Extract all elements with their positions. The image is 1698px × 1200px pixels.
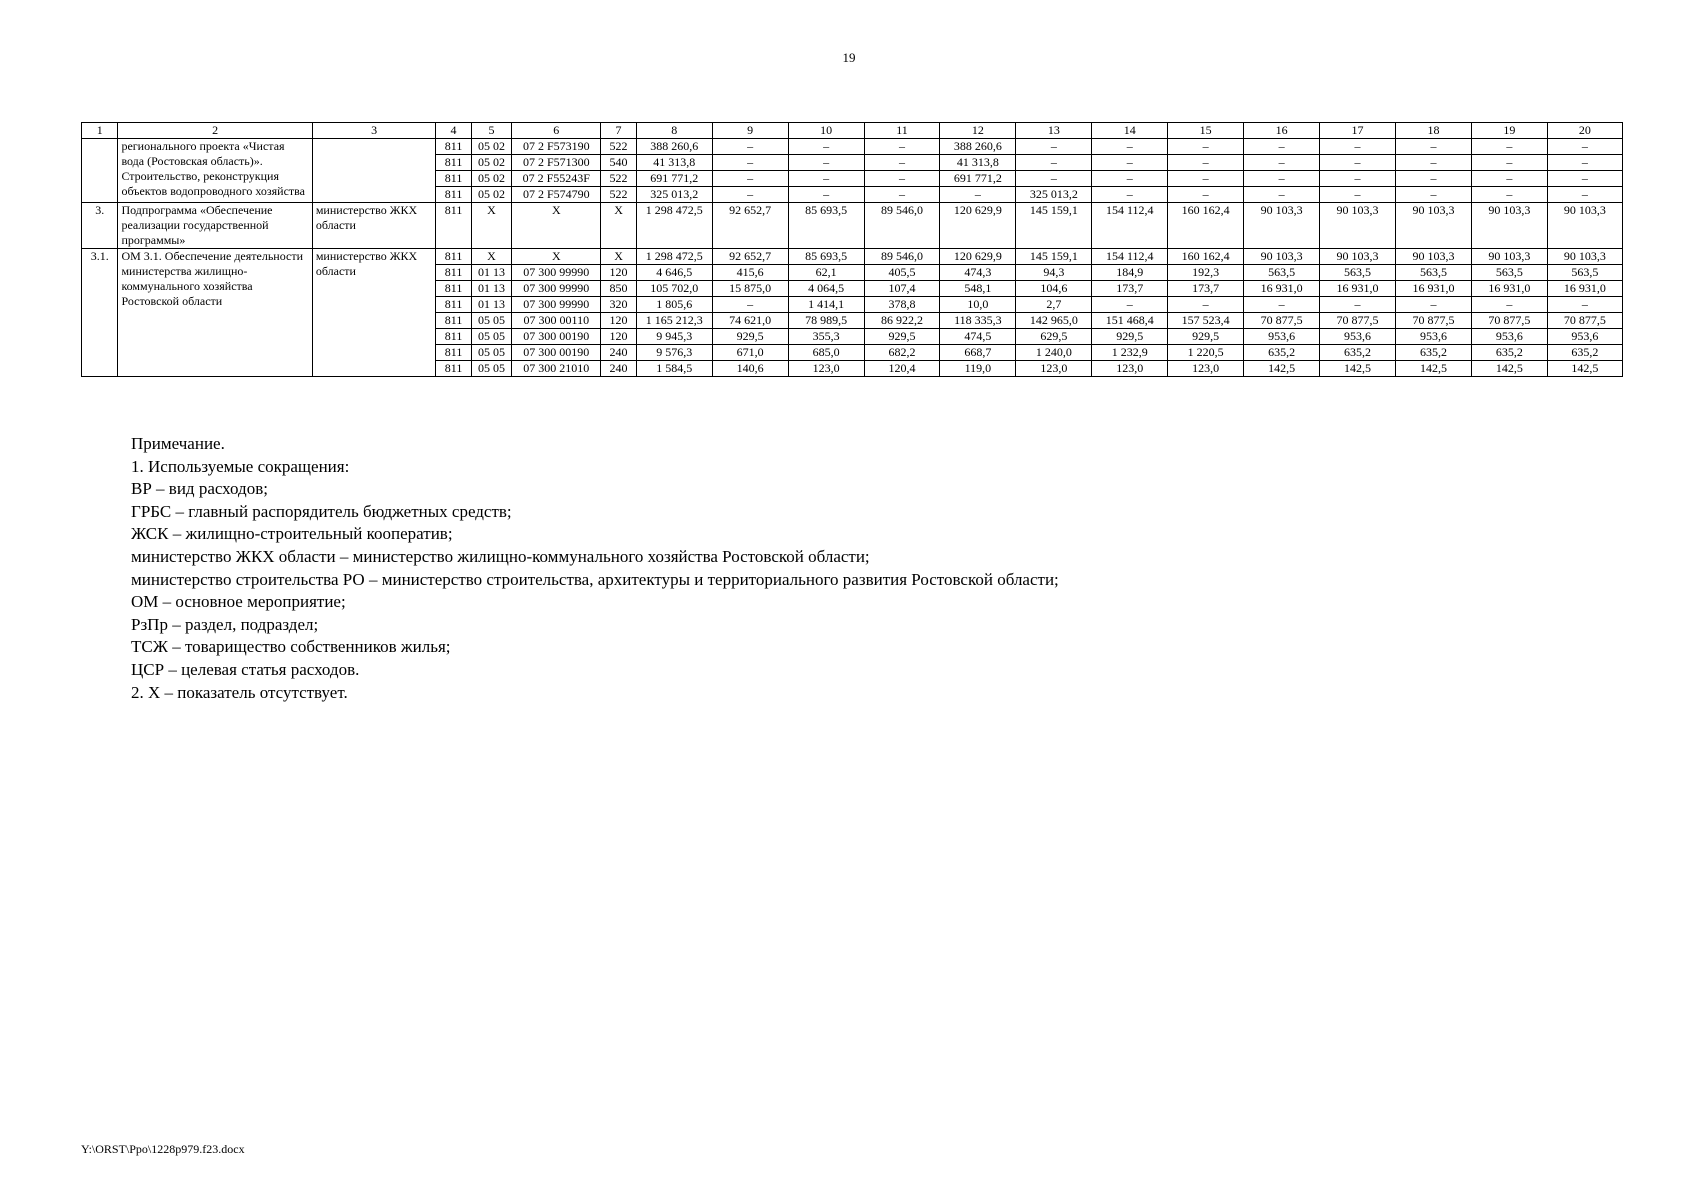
column-number-cell: 7 <box>601 123 636 139</box>
table-cell: 70 877,5 <box>1320 313 1396 329</box>
table-cell: 157 523,4 <box>1168 313 1244 329</box>
table-cell: – <box>864 139 940 155</box>
note-line: ОМ – основное мероприятие; <box>131 592 346 612</box>
table-cell: – <box>1244 139 1320 155</box>
table-cell: 07 300 21010 <box>512 361 601 377</box>
table-cell: – <box>1016 139 1092 155</box>
column-number-row <box>82 123 1623 139</box>
table-cell: – <box>864 171 940 187</box>
table-cell: 953,6 <box>1244 329 1320 345</box>
table-cell: 522 <box>601 139 636 155</box>
table-cell: 635,2 <box>1320 345 1396 361</box>
responsible-cell: министерство ЖКХ области <box>312 249 436 377</box>
table-cell: 563,5 <box>1244 265 1320 281</box>
table-cell: 953,6 <box>1471 329 1547 345</box>
table-cell: 07 300 99990 <box>512 297 601 313</box>
table-cell: 563,5 <box>1320 265 1396 281</box>
table-cell: 811 <box>436 345 471 361</box>
table-cell: 522 <box>601 171 636 187</box>
table-cell: – <box>788 139 864 155</box>
table-cell: 119,0 <box>940 361 1016 377</box>
table-cell: – <box>712 155 788 171</box>
row-name-cell: Подпрограмма «Обеспечение реализации государственной программы» <box>118 203 312 249</box>
table-cell: 90 103,3 <box>1547 249 1622 265</box>
table-cell: 120 <box>601 313 636 329</box>
table-cell: 94,3 <box>1016 265 1092 281</box>
table-cell: Х <box>601 249 636 265</box>
row-name-cell: регионального проекта «Чистая вода (Ростовская область)». Строительство, реконструкция объектов водопроводного хозяйства <box>118 139 312 203</box>
table-cell: 120 629,9 <box>940 203 1016 249</box>
table-cell: 682,2 <box>864 345 940 361</box>
table-cell: 123,0 <box>1168 361 1244 377</box>
table-cell: 953,6 <box>1320 329 1396 345</box>
table-cell: – <box>712 187 788 203</box>
table-cell: – <box>1320 297 1396 313</box>
table-cell: – <box>864 155 940 171</box>
table-cell: 1 240,0 <box>1016 345 1092 361</box>
table-cell: Х <box>601 203 636 249</box>
table-cell: 668,7 <box>940 345 1016 361</box>
table-cell: 240 <box>601 345 636 361</box>
column-number-cell: 11 <box>864 123 940 139</box>
table-cell: 41 313,8 <box>940 155 1016 171</box>
table-cell: 388 260,6 <box>636 139 712 155</box>
footer-file-path: Y:\ORST\Ppo\1228p979.f23.docx <box>81 1142 245 1156</box>
table-cell: – <box>1244 155 1320 171</box>
table-cell: 05 05 <box>471 361 511 377</box>
table-cell: 70 877,5 <box>1471 313 1547 329</box>
table-cell: Х <box>512 203 601 249</box>
table-cell: 105 702,0 <box>636 281 712 297</box>
table-cell: – <box>1395 155 1471 171</box>
responsible-cell <box>312 139 436 203</box>
table-cell: 929,5 <box>864 329 940 345</box>
note-line: РзПр – раздел, подраздел; <box>131 614 319 634</box>
column-number-cell: 1 <box>82 123 118 139</box>
table-cell: 05 05 <box>471 345 511 361</box>
table-cell: 74 621,0 <box>712 313 788 329</box>
table-cell: 01 13 <box>471 281 511 297</box>
table-cell: 90 103,3 <box>1395 203 1471 249</box>
table-cell: 953,6 <box>1547 329 1622 345</box>
table-cell: – <box>1092 139 1168 155</box>
table-cell: – <box>1395 187 1471 203</box>
table-cell: – <box>1547 155 1622 171</box>
table-cell: – <box>1016 155 1092 171</box>
table-cell: 691 771,2 <box>940 171 1016 187</box>
row-number-cell: 3. <box>82 203 118 249</box>
note-line: ЖСК – жилищно-строительный кооператив; <box>131 524 453 544</box>
table-cell: 563,5 <box>1395 265 1471 281</box>
table-cell: 320 <box>601 297 636 313</box>
table-cell: 1 414,1 <box>788 297 864 313</box>
table-cell: 2,7 <box>1016 297 1092 313</box>
column-number-cell: 19 <box>1471 123 1547 139</box>
table-cell: – <box>864 187 940 203</box>
table-cell: 474,3 <box>940 265 1016 281</box>
table-cell: 173,7 <box>1168 281 1244 297</box>
column-number-cell: 2 <box>118 123 312 139</box>
table-cell: – <box>1471 297 1547 313</box>
table-cell: 154 112,4 <box>1092 249 1168 265</box>
column-number-cell: 4 <box>436 123 471 139</box>
table-cell: 811 <box>436 313 471 329</box>
table-cell: 07 300 99990 <box>512 281 601 297</box>
table-cell: 811 <box>436 171 471 187</box>
table-cell: – <box>1092 297 1168 313</box>
table-cell: 1 584,5 <box>636 361 712 377</box>
table-cell: – <box>1168 187 1244 203</box>
table-cell: 811 <box>436 265 471 281</box>
table-cell: 671,0 <box>712 345 788 361</box>
table-cell: 01 13 <box>471 265 511 281</box>
table-cell: – <box>1244 187 1320 203</box>
table-cell: 07 2 F574790 <box>512 187 601 203</box>
table-cell: 355,3 <box>788 329 864 345</box>
column-number-cell: 14 <box>1092 123 1168 139</box>
note-line: 1. Используемые сокращения: <box>131 456 350 476</box>
table-cell: – <box>1395 171 1471 187</box>
table-cell: 474,5 <box>940 329 1016 345</box>
note-line: министерство строительства РО – министерство строительства, архитектуры и территориального развития Ростовской области; <box>131 569 1059 589</box>
table-cell: 07 2 F55243F <box>512 171 601 187</box>
row-number-cell <box>82 139 118 203</box>
table-cell: 325 013,2 <box>636 187 712 203</box>
table-cell: 92 652,7 <box>712 203 788 249</box>
column-number-cell: 17 <box>1320 123 1396 139</box>
table-cell: 142,5 <box>1395 361 1471 377</box>
table-cell: 41 313,8 <box>636 155 712 171</box>
page-number: 19 <box>842 50 856 65</box>
table-cell: 70 877,5 <box>1395 313 1471 329</box>
table-cell: – <box>1320 155 1396 171</box>
table-cell: – <box>712 297 788 313</box>
table-cell: – <box>1395 297 1471 313</box>
table-cell: – <box>1092 187 1168 203</box>
table-cell: 540 <box>601 155 636 171</box>
table-cell: 1 298 472,5 <box>636 249 712 265</box>
table-cell: 811 <box>436 203 471 249</box>
table-cell: 07 300 00190 <box>512 345 601 361</box>
column-number-cell: 8 <box>636 123 712 139</box>
table-row <box>82 249 1623 265</box>
table-cell: 635,2 <box>1547 345 1622 361</box>
table-cell: 145 159,1 <box>1016 203 1092 249</box>
table-cell: 635,2 <box>1244 345 1320 361</box>
table-cell: – <box>1092 155 1168 171</box>
note-line: ТСЖ – товарищество собственников жилья; <box>131 637 451 657</box>
table-cell: 811 <box>436 139 471 155</box>
table-cell: 123,0 <box>1016 361 1092 377</box>
table-cell: 405,5 <box>864 265 940 281</box>
table-cell: 850 <box>601 281 636 297</box>
table-cell: – <box>788 171 864 187</box>
table-cell: 85 693,5 <box>788 249 864 265</box>
table-cell: 929,5 <box>1092 329 1168 345</box>
table-cell: – <box>1168 297 1244 313</box>
table-cell: – <box>1320 187 1396 203</box>
table-cell: 16 931,0 <box>1244 281 1320 297</box>
table-cell: 184,9 <box>1092 265 1168 281</box>
table-cell: 691 771,2 <box>636 171 712 187</box>
table-cell: 811 <box>436 187 471 203</box>
table-cell: – <box>1320 139 1396 155</box>
table-cell: Х <box>471 203 511 249</box>
table-cell: 123,0 <box>1092 361 1168 377</box>
table-cell: 4 064,5 <box>788 281 864 297</box>
row-number-cell: 3.1. <box>82 249 118 377</box>
table-cell: – <box>1471 187 1547 203</box>
table-cell: 811 <box>436 249 471 265</box>
table-cell: 173,7 <box>1092 281 1168 297</box>
note-line: министерство ЖКХ области – министерство жилищно-коммунального хозяйства Ростовской области; <box>131 546 870 566</box>
table-cell: 415,6 <box>712 265 788 281</box>
table-cell: 01 13 <box>471 297 511 313</box>
table-row <box>82 203 1623 249</box>
budget-table <box>81 122 1623 377</box>
table-cell: 811 <box>436 155 471 171</box>
table-cell: – <box>940 187 1016 203</box>
table-cell: 16 931,0 <box>1471 281 1547 297</box>
table-cell: 120 <box>601 265 636 281</box>
table-cell: – <box>1547 297 1622 313</box>
table-cell: 635,2 <box>1471 345 1547 361</box>
table-cell: 92 652,7 <box>712 249 788 265</box>
column-number-cell: 16 <box>1244 123 1320 139</box>
table-cell: – <box>1471 155 1547 171</box>
table-cell: 05 02 <box>471 139 511 155</box>
note-line: ВР – вид расходов; <box>131 479 268 499</box>
table-cell: 05 02 <box>471 187 511 203</box>
table-cell: 1 805,6 <box>636 297 712 313</box>
table-cell: 522 <box>601 187 636 203</box>
column-number-cell: 15 <box>1168 123 1244 139</box>
table-cell: 05 05 <box>471 313 511 329</box>
table-cell: 90 103,3 <box>1320 249 1396 265</box>
table-cell: Х <box>471 249 511 265</box>
note-line: ГРБС – главный распорядитель бюджетных средств; <box>131 501 512 521</box>
table-cell: 62,1 <box>788 265 864 281</box>
table-cell: 154 112,4 <box>1092 203 1168 249</box>
table-cell: 142,5 <box>1471 361 1547 377</box>
table-cell: 142,5 <box>1320 361 1396 377</box>
table-cell: 120,4 <box>864 361 940 377</box>
table-cell: 929,5 <box>712 329 788 345</box>
table-cell: 9 945,3 <box>636 329 712 345</box>
table-cell: 151 468,4 <box>1092 313 1168 329</box>
table-cell: 1 232,9 <box>1092 345 1168 361</box>
table-cell: – <box>1395 139 1471 155</box>
column-number-cell: 10 <box>788 123 864 139</box>
note-line: 2. Х – показатель отсутствует. <box>131 682 348 702</box>
column-number-cell: 9 <box>712 123 788 139</box>
table-cell: – <box>712 171 788 187</box>
table-cell: 89 546,0 <box>864 203 940 249</box>
table-cell: 107,4 <box>864 281 940 297</box>
table-cell: 07 300 00190 <box>512 329 601 345</box>
table-cell: – <box>788 187 864 203</box>
table-cell: – <box>1547 171 1622 187</box>
table-cell: 90 103,3 <box>1395 249 1471 265</box>
table-cell: – <box>1471 171 1547 187</box>
table-cell: 629,5 <box>1016 329 1092 345</box>
table-cell: – <box>712 139 788 155</box>
table-cell: 142 965,0 <box>1016 313 1092 329</box>
table-cell: – <box>1244 297 1320 313</box>
table-cell: – <box>1244 171 1320 187</box>
table-cell: 07 300 00110 <box>512 313 601 329</box>
table-cell: – <box>788 155 864 171</box>
table-cell: – <box>1168 171 1244 187</box>
table-cell: 388 260,6 <box>940 139 1016 155</box>
table-cell: 9 576,3 <box>636 345 712 361</box>
column-number-cell: 18 <box>1395 123 1471 139</box>
table-cell: 118 335,3 <box>940 313 1016 329</box>
table-cell: 70 877,5 <box>1244 313 1320 329</box>
table-cell: 15 875,0 <box>712 281 788 297</box>
table-row <box>82 139 1623 155</box>
responsible-cell: министерство ЖКХ области <box>312 203 436 249</box>
table-cell: 90 103,3 <box>1244 203 1320 249</box>
row-name-cell: ОМ 3.1. Обеспечение деятельности министерства жилищно-коммунального хозяйства Ростовской области <box>118 249 312 377</box>
table-cell: 1 220,5 <box>1168 345 1244 361</box>
table-cell: 563,5 <box>1547 265 1622 281</box>
table-cell: 160 162,4 <box>1168 203 1244 249</box>
table-cell: 123,0 <box>788 361 864 377</box>
table-cell: 05 05 <box>471 329 511 345</box>
table-cell: Х <box>512 249 601 265</box>
column-number-cell: 20 <box>1547 123 1622 139</box>
column-number-cell: 3 <box>312 123 436 139</box>
table-cell: 685,0 <box>788 345 864 361</box>
table-cell: 192,3 <box>1168 265 1244 281</box>
notes-section <box>131 433 1059 704</box>
table-cell: 563,5 <box>1471 265 1547 281</box>
column-number-cell: 12 <box>940 123 1016 139</box>
table-cell: – <box>1471 139 1547 155</box>
table-cell: 16 931,0 <box>1395 281 1471 297</box>
table-cell: 90 103,3 <box>1471 203 1547 249</box>
table-cell: 89 546,0 <box>864 249 940 265</box>
table-cell: 929,5 <box>1168 329 1244 345</box>
table-cell: 811 <box>436 297 471 313</box>
table-cell: – <box>1547 139 1622 155</box>
table-cell: 07 2 F571300 <box>512 155 601 171</box>
table-cell: 4 646,5 <box>636 265 712 281</box>
table-cell: 635,2 <box>1395 345 1471 361</box>
table-cell: 120 629,9 <box>940 249 1016 265</box>
note-line: ЦСР – целевая статья расходов. <box>131 659 360 679</box>
table-cell: 10,0 <box>940 297 1016 313</box>
column-number-cell: 6 <box>512 123 601 139</box>
table-cell: – <box>1320 171 1396 187</box>
table-cell: 78 989,5 <box>788 313 864 329</box>
table-cell: 160 162,4 <box>1168 249 1244 265</box>
table-cell: 104,6 <box>1016 281 1092 297</box>
table-cell: 85 693,5 <box>788 203 864 249</box>
table-cell: – <box>1016 171 1092 187</box>
table-cell: 16 931,0 <box>1320 281 1396 297</box>
table-cell: 140,6 <box>712 361 788 377</box>
table-cell: 90 103,3 <box>1471 249 1547 265</box>
table-cell: – <box>1168 139 1244 155</box>
table-cell: 07 300 99990 <box>512 265 601 281</box>
table-cell: 90 103,3 <box>1244 249 1320 265</box>
table-cell: 90 103,3 <box>1547 203 1622 249</box>
table-cell: 86 922,2 <box>864 313 940 329</box>
table-cell: 811 <box>436 329 471 345</box>
table-cell: 953,6 <box>1395 329 1471 345</box>
table-cell: 1 298 472,5 <box>636 203 712 249</box>
table-cell: 378,8 <box>864 297 940 313</box>
table-cell: – <box>1168 155 1244 171</box>
table-cell: 16 931,0 <box>1547 281 1622 297</box>
table-cell: 145 159,1 <box>1016 249 1092 265</box>
table-cell: 142,5 <box>1244 361 1320 377</box>
table-cell: 548,1 <box>940 281 1016 297</box>
table-cell: 70 877,5 <box>1547 313 1622 329</box>
table-cell: 90 103,3 <box>1320 203 1396 249</box>
table-cell: 811 <box>436 361 471 377</box>
column-number-cell: 5 <box>471 123 511 139</box>
notes-heading: Примечание. <box>131 434 225 453</box>
table-cell: 811 <box>436 281 471 297</box>
table-cell: 05 02 <box>471 171 511 187</box>
table-cell: 325 013,2 <box>1016 187 1092 203</box>
table-cell: – <box>1092 171 1168 187</box>
column-number-cell: 13 <box>1016 123 1092 139</box>
table-cell: 120 <box>601 329 636 345</box>
table-cell: 142,5 <box>1547 361 1622 377</box>
table-cell: 1 165 212,3 <box>636 313 712 329</box>
table-cell: – <box>1547 187 1622 203</box>
table-cell: 240 <box>601 361 636 377</box>
table-cell: 07 2 F573190 <box>512 139 601 155</box>
table-cell: 05 02 <box>471 155 511 171</box>
